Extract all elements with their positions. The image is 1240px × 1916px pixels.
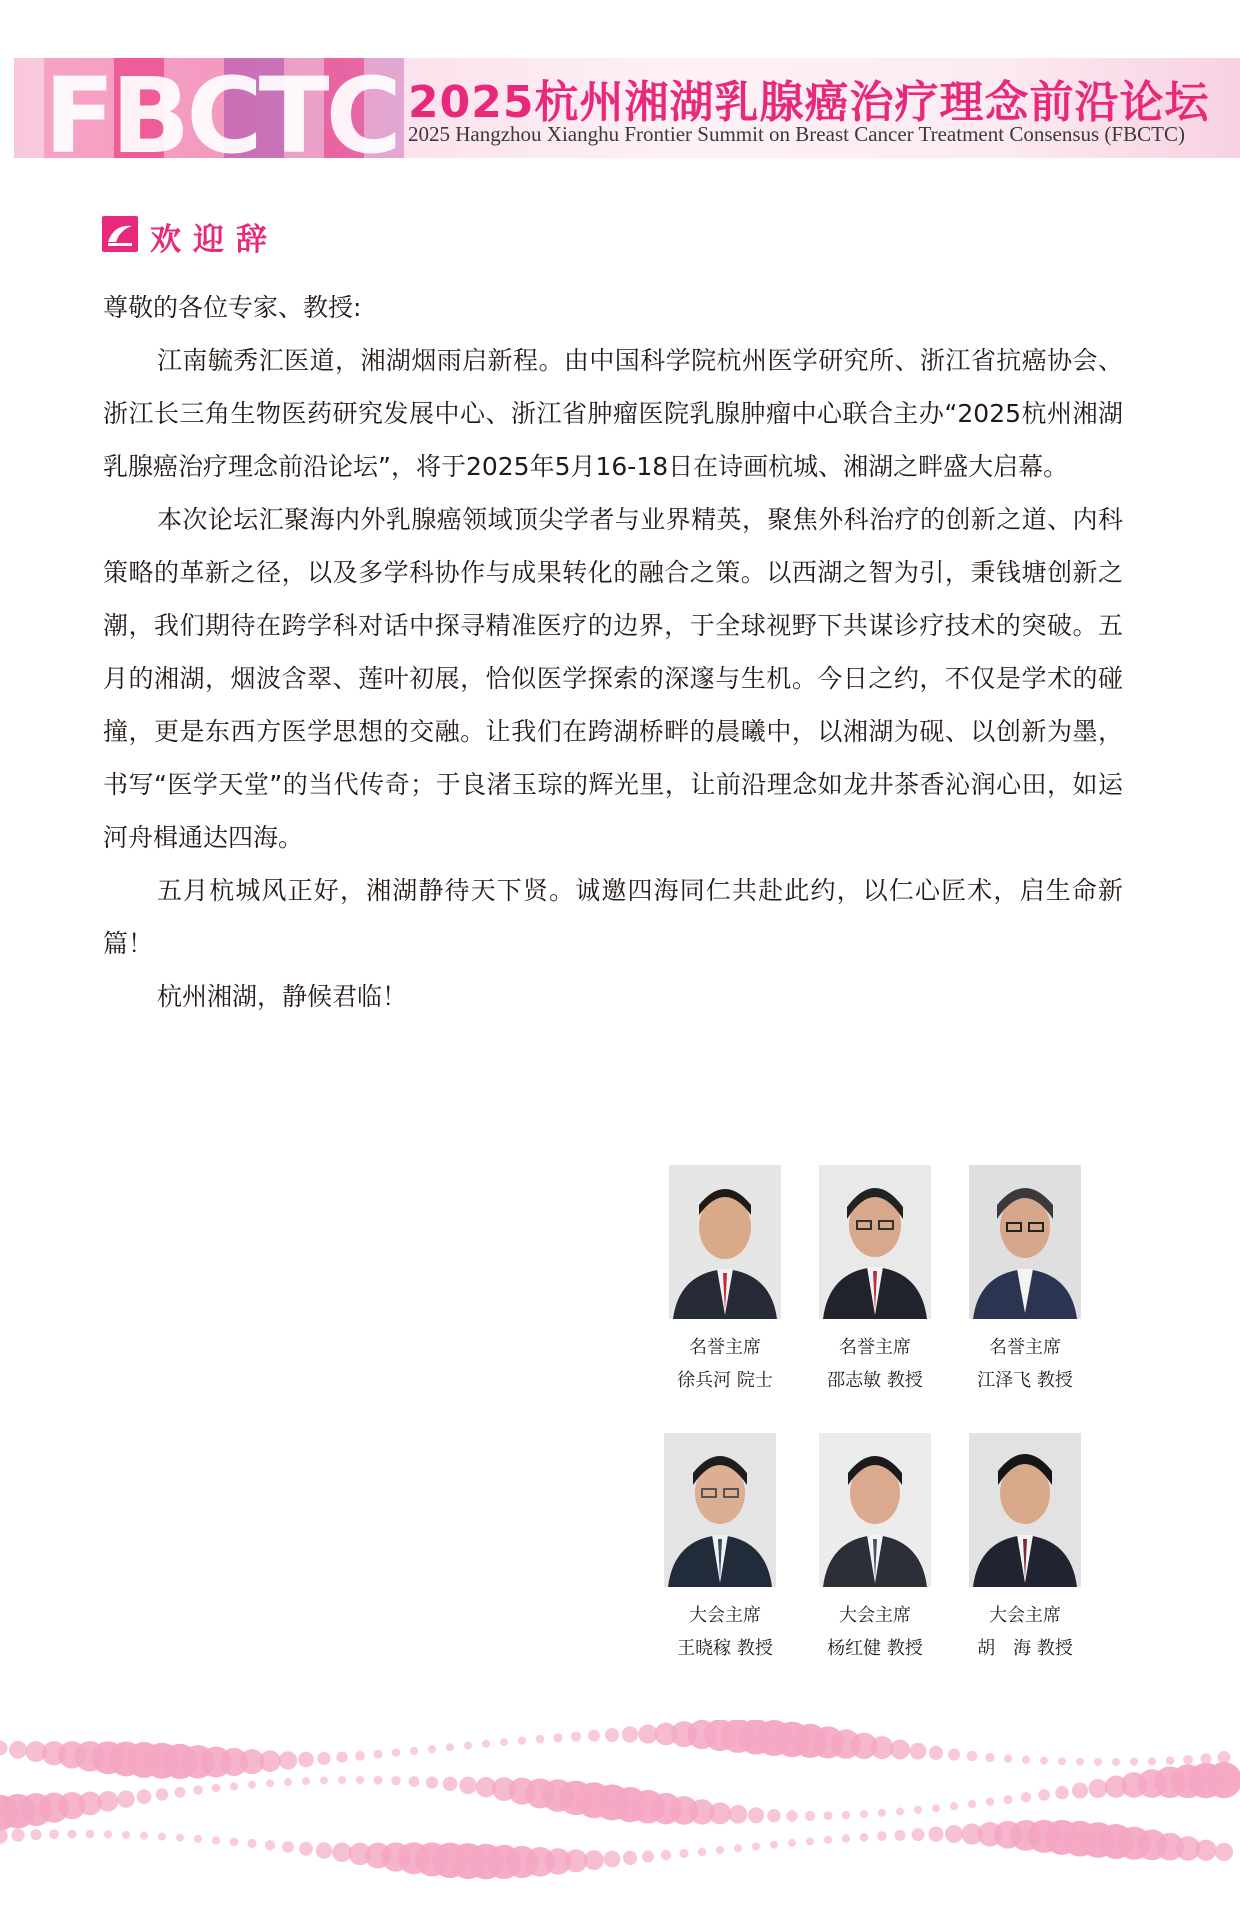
chair-name: 邵志敏 教授 (827, 1370, 923, 1391)
fbctc-logo (44, 58, 404, 158)
chair-role: 大会主席 (839, 1605, 911, 1626)
portrait-photo (819, 1165, 931, 1319)
conference-logo-icon (102, 216, 138, 252)
chair-name: 江泽飞 教授 (977, 1370, 1073, 1391)
chair-name: 徐兵河 院士 (677, 1370, 773, 1391)
portrait-photo (664, 1433, 776, 1587)
portrait-photo (969, 1433, 1081, 1587)
conference-title: 2025杭州湘湖乳腺癌治疗理念前沿论坛 (408, 77, 1210, 128)
portrait-photo (969, 1165, 1081, 1319)
portrait-photo (669, 1165, 781, 1319)
chair-name: 胡 海 教授 (977, 1638, 1073, 1659)
closing-line: 杭州湘湖，静候君临！ (157, 982, 408, 1011)
chair-role: 大会主席 (989, 1605, 1061, 1626)
portrait-photo (819, 1433, 931, 1587)
decorative-dots (0, 1720, 1240, 1916)
salutation: 尊敬的各位专家、教授: (103, 293, 362, 322)
logo-text: FBCTC (44, 58, 398, 158)
conference-subtitle: 2025 Hangzhou Xianghu Frontier Summit on Breast Cancer Treatment Consensus (FBCTC) (408, 122, 1185, 146)
header-banner (14, 58, 1240, 158)
section-title: 欢迎辞 (150, 222, 279, 258)
chair-name: 王晓稼 教授 (677, 1638, 773, 1659)
chair-role: 名誉主席 (689, 1337, 761, 1358)
chair-role: 名誉主席 (989, 1337, 1061, 1358)
chair-role: 大会主席 (689, 1605, 761, 1626)
chair-role: 名誉主席 (839, 1337, 911, 1358)
paragraph: 江南毓秀汇医道，湘湖烟雨启新程。由中国科学院杭州医学研究所、浙江省抗癌协会、浙江长三角生物医药研究发展中心、浙江省肿瘤医院乳腺肿瘤中心联合主办“2025杭州湘湖乳腺癌治疗理念前沿论坛”，将于2025年5月16-18日在诗画杭城、湘湖之畔盛大启幕。 (103, 346, 1123, 481)
chair-name: 杨红健 教授 (827, 1638, 923, 1659)
paragraph: 五月杭城风正好，湘湖静待天下贤。诚邀四海同仁共赴此约，以仁心匠术，启生命新篇！ (103, 876, 1123, 958)
welcome-letter (103, 281, 1123, 1023)
paragraph: 本次论坛汇聚海内外乳腺癌领域顶尖学者与业界精英，聚焦外科治疗的创新之道、内科策略的革新之径，以及多学科协作与成果转化的融合之策。以西湖之智为引，秉钱塘创新之潮，我们期待在跨学科对话中探寻精准医疗的边界，于全球视野下共谋诊疗技术的突破。五月的湘湖，烟波含翠、莲叶初展，恰似医学探索的深邃与生机。今日之约，不仅是学术的碰撞，更是东西方医学思想的交融。让我们在跨湖桥畔的晨曦中，以湘湖为砚、以创新为墨，书写“医学天堂”的当代传奇；于良渚玉琮的辉光里，让前沿理念如龙井茶香沁润心田，如运河舟楫通达四海。 (103, 505, 1123, 852)
